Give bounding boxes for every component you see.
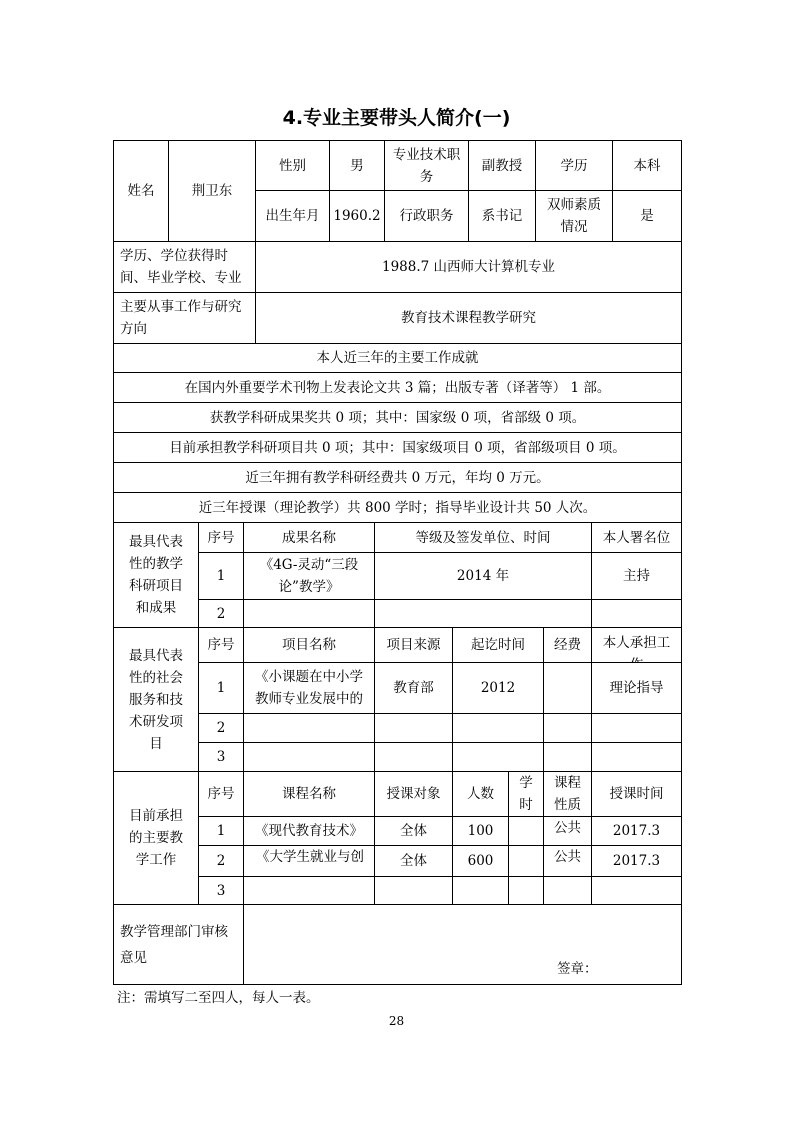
table-row-source xyxy=(374,713,453,743)
achievement-line: 目前承担教学科研项目共 0 项；其中：国家级项目 0 项，省部级项目 0 项。 xyxy=(113,432,682,463)
education-value: 本科 xyxy=(612,140,682,191)
page-title: 4.专业主要带头人简介(一) xyxy=(282,107,511,129)
table-row-no: 1 xyxy=(198,662,244,714)
table-row-role xyxy=(591,599,682,628)
services-header-no: 序号 xyxy=(198,627,244,663)
table-row-nature: 公共 xyxy=(543,845,592,877)
page-number: 28 xyxy=(388,1014,405,1028)
table-row-funds xyxy=(543,662,592,714)
table-row-source: 教育部 xyxy=(374,662,453,714)
signature-label: 签章： xyxy=(557,961,598,977)
table-row-hours xyxy=(508,845,544,877)
services-header-source: 项目来源 xyxy=(374,627,453,663)
projects-header-name: 成果名称 xyxy=(243,522,375,553)
table-row-no: 2 xyxy=(198,845,244,877)
table-row-hours xyxy=(508,876,544,905)
table-row-funds xyxy=(543,713,592,743)
achievement-line: 在国内外重要学术刊物上发表论文共 3 篇；出版专著（译著等） 1 部。 xyxy=(113,372,682,403)
table-row-no: 1 xyxy=(198,552,244,600)
services-label: 最具代表性的社会服务和技术研发项目 xyxy=(113,627,199,772)
teaching-header-course: 课程名称 xyxy=(243,771,375,817)
table-row-course xyxy=(243,876,375,905)
table-row-period xyxy=(452,713,544,743)
table-row-no: 2 xyxy=(198,599,244,628)
table-row-period: 2012 xyxy=(452,662,544,714)
table-row-source xyxy=(374,742,453,772)
achievement-line: 近三年授课（理论教学）共 800 学时；指导毕业设计共 50 人次。 xyxy=(113,492,682,523)
table-row-time xyxy=(591,876,682,905)
services-header-funds: 经费 xyxy=(543,627,592,663)
teaching-header-time: 授课时间 xyxy=(591,771,682,817)
projects-header-role: 本人署名位 xyxy=(591,522,682,553)
projects-header-no: 序号 xyxy=(198,522,244,553)
name-value: 荆卫东 xyxy=(168,140,256,242)
table-row-role: 理论指导 xyxy=(591,662,682,714)
birth-label: 出生年月 xyxy=(255,190,330,242)
achievement-line: 近三年拥有教学科研经费共 0 万元，年均 0 万元。 xyxy=(113,462,682,493)
table-row-name xyxy=(243,599,375,628)
table-row-target xyxy=(374,876,453,905)
achievements-heading: 本人近三年的主要工作成就 xyxy=(113,343,682,373)
degree-value: 1988.7 山西师大计算机专业 xyxy=(255,241,682,293)
table-row-nature xyxy=(543,876,592,905)
services-header-name: 项目名称 xyxy=(243,627,375,663)
degree-label: 学历、学位获得时间、毕业学校、专业 xyxy=(113,241,256,293)
services-header-role: 本人承担工 xyxy=(591,627,682,663)
review-label: 教学管理部门审核意见 xyxy=(113,904,244,985)
dual-label: 双师素质情况 xyxy=(535,190,613,242)
title-label: 专业技术职务 xyxy=(384,140,469,191)
table-row-target: 全体 xyxy=(374,816,453,846)
teaching-label: 目前承担的主要教学工作 xyxy=(113,771,199,905)
table-row-no: 2 xyxy=(198,713,244,743)
table-row-role xyxy=(591,742,682,772)
table-row-hours xyxy=(508,816,544,846)
dual-value: 是 xyxy=(612,190,682,242)
table-row-name: 《4G-灵动“三段论”教学》 xyxy=(243,552,375,600)
review-opinion-field[interactable] xyxy=(243,904,682,985)
projects-header-level: 等级及签发单位、时间 xyxy=(374,522,592,553)
table-row-level xyxy=(374,599,592,628)
teaching-header-target: 授课对象 xyxy=(374,771,453,817)
table-row-role xyxy=(591,713,682,743)
name-label: 姓名 xyxy=(113,140,169,242)
table-row-role: 主持 xyxy=(591,552,682,600)
table-row-time: 2017.3 xyxy=(591,816,682,846)
table-row-nature: 公共 xyxy=(543,816,592,846)
education-label: 学历 xyxy=(535,140,613,191)
table-row-level: 2014 年 xyxy=(374,552,592,600)
projects-label: 最具代表性的教学科研项目和成果 xyxy=(113,522,199,628)
table-row-no: 3 xyxy=(198,876,244,905)
table-row-time: 2017.3 xyxy=(591,845,682,877)
admin-value: 系书记 xyxy=(468,190,536,242)
table-row-no: 3 xyxy=(198,742,244,772)
teaching-header-count: 人数 xyxy=(452,771,509,817)
table-row-period xyxy=(452,742,544,772)
teaching-header-nature: 课程性质 xyxy=(543,771,592,817)
table-row-course: 《大学生就业与创 xyxy=(243,845,375,877)
table-row-name xyxy=(243,713,375,743)
table-row-no: 1 xyxy=(198,816,244,846)
research-label: 主要从事工作与研究方向 xyxy=(113,292,256,344)
table-row-name xyxy=(243,742,375,772)
achievement-line: 获教学科研成果奖共 0 项；其中：国家级 0 项，省部级 0 项。 xyxy=(113,402,682,433)
admin-label: 行政职务 xyxy=(384,190,469,242)
table-row-course: 《现代教育技术》 xyxy=(243,816,375,846)
gender-value: 男 xyxy=(329,140,385,191)
teaching-header-no: 序号 xyxy=(198,771,244,817)
services-header-period: 起讫时间 xyxy=(452,627,544,663)
gender-label: 性别 xyxy=(255,140,330,191)
title-value: 副教授 xyxy=(468,140,536,191)
table-row-count: 600 xyxy=(452,845,509,877)
table-row-funds xyxy=(543,742,592,772)
table-row-count xyxy=(452,876,509,905)
table-row-target: 全体 xyxy=(374,845,453,877)
research-value: 教育技术课程教学研究 xyxy=(255,292,682,344)
table-row-count: 100 xyxy=(452,816,509,846)
table-row-name: 《小课题在中小学教师专业发展中的 xyxy=(243,662,375,714)
teaching-header-hours: 学时 xyxy=(508,771,544,817)
birth-value: 1960.2 xyxy=(329,190,385,242)
footnote: 注：需填写二至四人，每人一表。 xyxy=(117,990,320,1006)
